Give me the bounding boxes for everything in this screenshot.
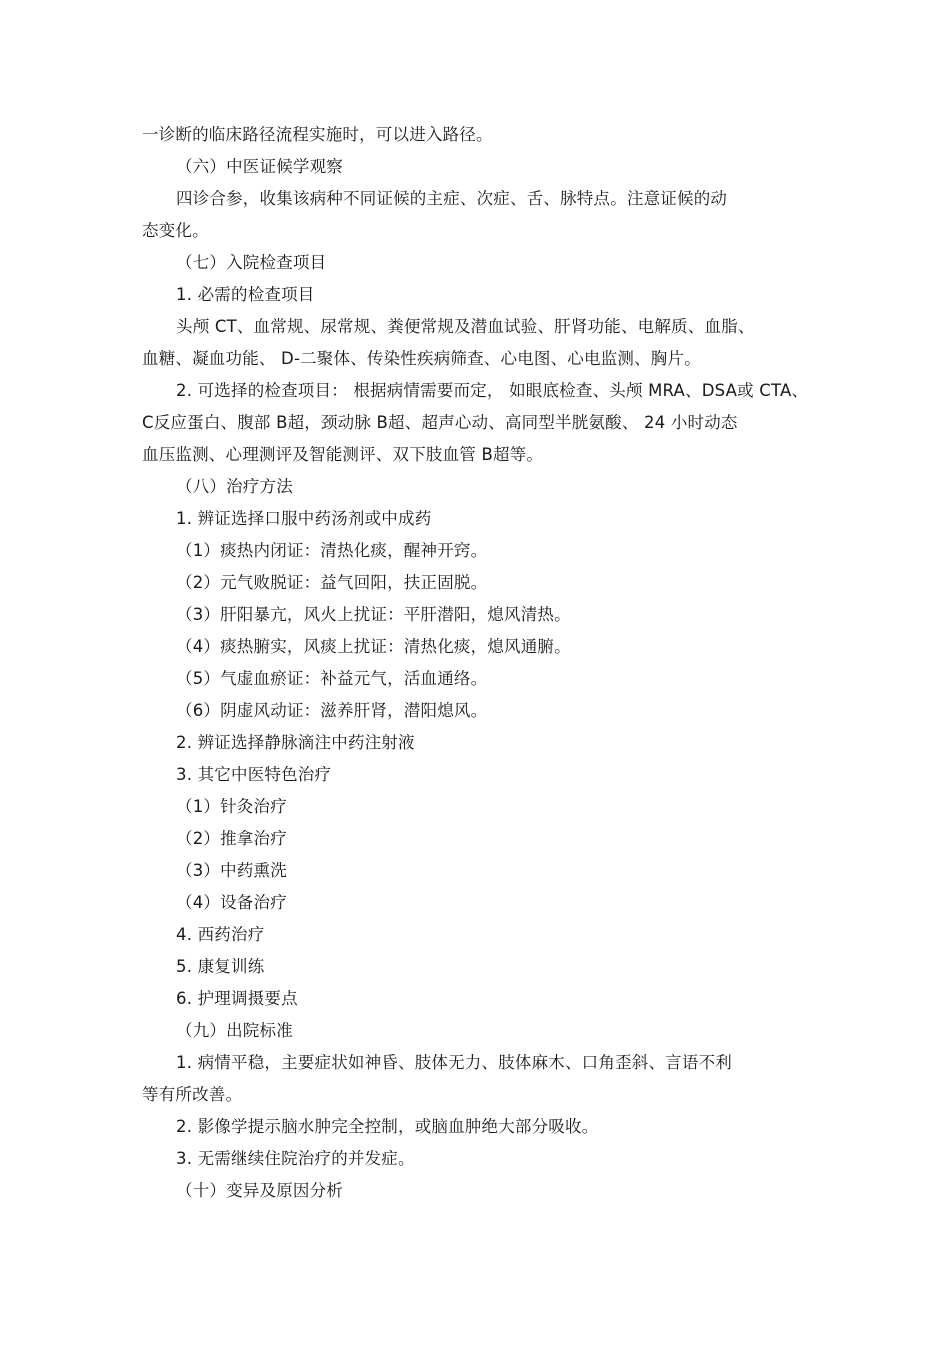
paragraph-line: 头颅 CT、血常规、尿常规、粪便常规及潜血试验、肝肾功能、电解质、血脂、 [176,317,755,336]
subheading: 6. 护理调摄要点 [176,989,298,1008]
paragraph-line: 四诊合参，收集该病种不同证候的主症、次症、舌、脉特点。注意证候的动 [176,189,728,208]
paragraph-line: 态变化。 [142,221,209,240]
list-item: （2）推拿治疗 [176,829,287,848]
paragraph-line: 3. 无需继续住院治疗的并发症。 [176,1149,415,1168]
paragraph-line: 2. 影像学提示脑水肿完全控制，或脑血肿绝大部分吸收。 [176,1117,599,1136]
section-heading: （七）入院检查项目 [176,253,327,272]
subheading: 5. 康复训练 [176,957,265,976]
list-item: （6）阴虚风动证：滋养肝肾，潜阳熄风。 [176,701,488,720]
list-item: （1）痰热内闭证：清热化痰，醒神开窍。 [176,541,488,560]
list-item: （1）针灸治疗 [176,797,287,816]
section-heading: （十）变异及原因分析 [176,1181,343,1200]
paragraph-line: 一诊断的临床路径流程实施时，可以进入路径。 [142,125,493,144]
section-heading: （六）中医证候学观察 [176,157,343,176]
section-heading: （九）出院标准 [176,1021,293,1040]
list-item: （4）设备治疗 [176,893,287,912]
paragraph-line: 血压监测、心理测评及智能测评、双下肢血管 B超等。 [142,445,544,464]
list-item: （3）肝阳暴亢，风火上扰证：平肝潜阳，熄风清热。 [176,605,571,624]
subheading: 4. 西药治疗 [176,925,265,944]
paragraph-line: C反应蛋白、腹部 B超，颈动脉 B超、超声心动、高同型半胱氨酸、 24 小时动态 [142,413,738,432]
subheading: 1. 必需的检查项目 [176,285,315,304]
subheading: 2. 可选择的检查项目： 根据病情需要而定， 如眼底检查、头颅 MRA、DSA或 CTA、 [176,381,809,400]
subheading: 2. 辨证选择静脉滴注中药注射液 [176,733,415,752]
list-item: （5）气虚血瘀证：补益元气，活血通络。 [176,669,488,688]
list-item: （4）痰热腑实，风痰上扰证：清热化痰，熄风通腑。 [176,637,571,656]
paragraph-line: 血糖、凝血功能、 D-二聚体、传染性疾病筛查、心电图、心电监测、胸片。 [142,349,701,368]
subheading: 1. 辨证选择口服中药汤剂或中成药 [176,509,432,528]
list-item: （2）元气败脱证：益气回阳，扶正固脱。 [176,573,488,592]
list-item: （3）中药熏洗 [176,861,287,880]
paragraph-line: 等有所改善。 [142,1085,243,1104]
paragraph-line: 1. 病情平稳，主要症状如神昏、肢体无力、肢体麻木、口角歪斜、言语不利 [176,1053,732,1072]
section-heading: （八）治疗方法 [176,477,293,496]
subheading: 3. 其它中医特色治疗 [176,765,332,784]
